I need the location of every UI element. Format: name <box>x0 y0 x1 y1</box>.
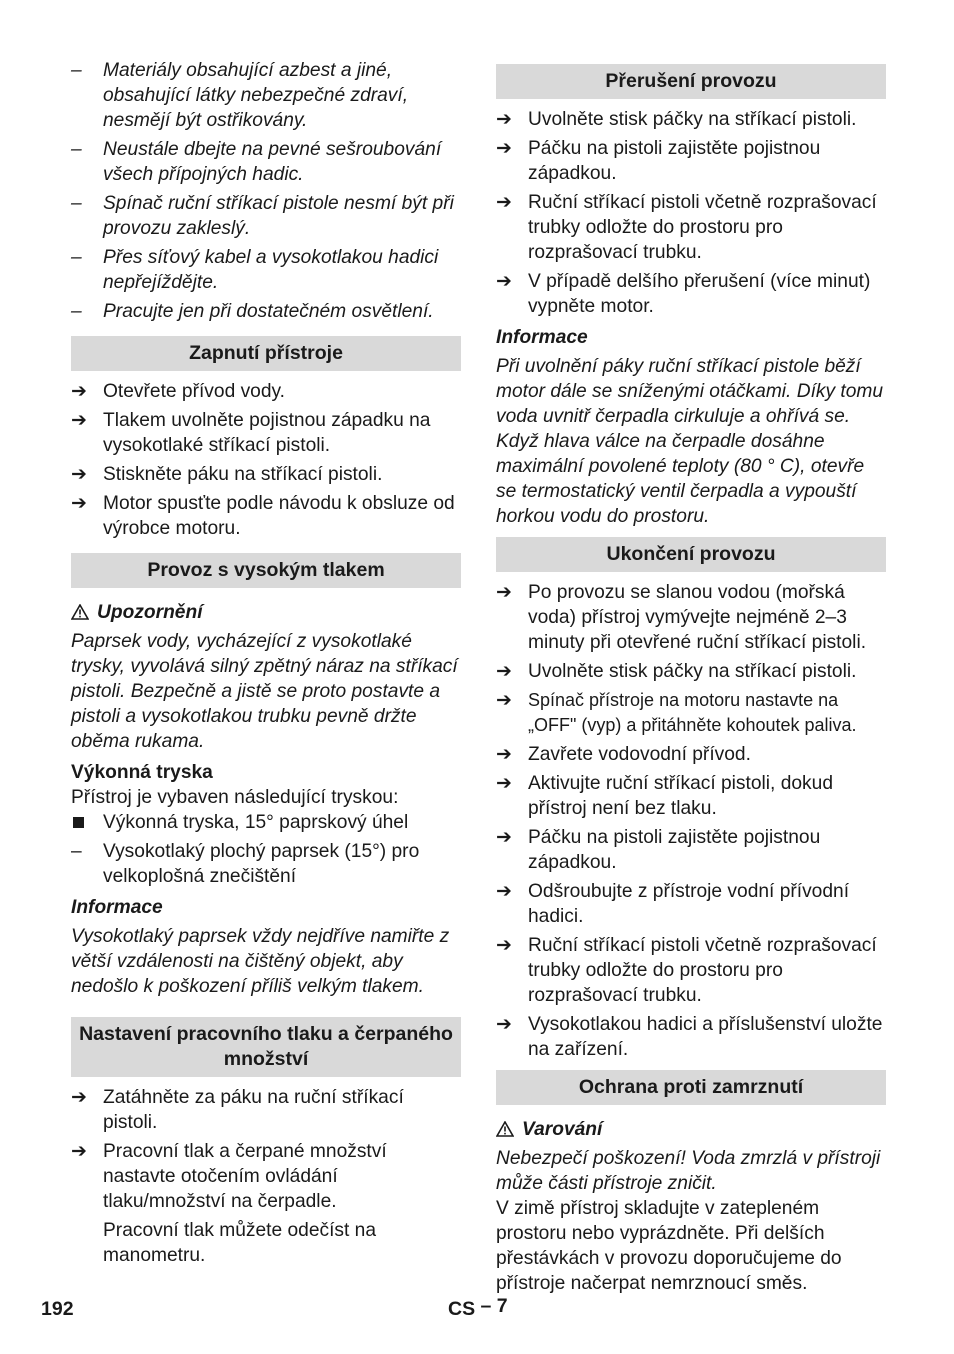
section-heading-zapnuti: Zapnutí přístroje <box>71 336 461 371</box>
steps-list-preruseni <box>496 107 886 319</box>
list-item: ➔ Uvolněte stisk páčky na stříkací pistoli. <box>496 661 857 682</box>
list-item: – Materiály obsahující azbest a jiné, obsahující látky nebezpečné zdraví, nesmějí být ostřikovány. <box>71 60 409 131</box>
list-item: ➔ Zatáhněte za páku na ruční stříkací pistoli. <box>71 1087 404 1133</box>
info-label: Informace <box>71 897 163 918</box>
arrow-icon: ➔ <box>71 381 87 402</box>
section-heading-provoz: Provoz s vysokým tlakem <box>71 553 461 588</box>
intro-list <box>71 58 461 324</box>
list-item: ➔ Spínač přístroje na motoru nastavte na „OFF" (vyp) a přitáhněte kohoutek paliva. <box>496 690 857 735</box>
info-label: Informace <box>496 327 588 348</box>
list-item: ➔ Ruční stříkací pistoli včetně rozprašovací trubky odložte do prostoru pro rozprašovací trubku. <box>496 935 877 1006</box>
arrow-icon: ➔ <box>496 109 512 130</box>
dash-marker: – <box>71 139 82 160</box>
list-item: ➔ Ruční stříkací pistoli včetně rozprašovací trubky odložte do prostoru pro rozprašovací trubku. <box>496 192 877 263</box>
arrow-icon: ➔ <box>71 410 87 431</box>
steps-list-zapnuti <box>71 379 461 541</box>
arrow-icon: ➔ <box>496 690 512 711</box>
steps-list-nastaveni <box>71 1085 461 1268</box>
list-item: ➔ Po provozu se slanou vodou (mořská voda) přístroj vymývejte nejméně 2–3 minuty při otevřené ruční stříkací pistoli. <box>496 582 867 653</box>
list-item: ➔ Stiskněte páku na stříkací pistoli. <box>71 464 383 485</box>
list-item: – Spínač ruční stříkací pistole nesmí být při provozu zakleslý. <box>71 193 454 239</box>
arrow-icon: ➔ <box>496 138 512 159</box>
list-item: ➔ Odšroubujte z přístroje vodní přívodní hadici. <box>496 881 850 927</box>
warning-text: Nebezpečí poškození! Voda zmrzlá v přístroji může části přístroje zničit. <box>496 1148 881 1194</box>
list-item: ➔ Pracovní tlak a čerpané množství nastavte otočením ovládání tlaku/množství na čerpadle. <box>71 1141 387 1212</box>
arrow-icon: ➔ <box>496 192 512 213</box>
warning-triangle-icon <box>71 604 89 620</box>
dash-marker: – <box>71 841 82 862</box>
list-item: Výkonná tryska, 15° paprskový úhel <box>71 810 461 835</box>
footer-section-label <box>448 1297 508 1322</box>
arrow-icon: ➔ <box>71 1141 87 1162</box>
list-item: ➔ Zavřete vodovodní přívod. <box>496 744 751 765</box>
dash-marker: – <box>71 193 82 214</box>
language-code: CS <box>448 1298 476 1320</box>
list-item: ➔ Páčku na pistoli zajistěte pojistnou západkou. <box>496 138 821 184</box>
arrow-icon: ➔ <box>496 271 512 292</box>
arrow-icon: ➔ <box>496 827 512 848</box>
arrow-icon: ➔ <box>496 773 512 794</box>
arrow-icon: ➔ <box>496 881 512 902</box>
list-item: ➔ Otevřete přívod vody. <box>71 381 286 402</box>
dash-marker: – <box>71 247 82 268</box>
arrow-icon: ➔ <box>496 935 512 956</box>
right-column <box>496 58 886 1296</box>
list-item: ➔ Tlakem uvolněte pojistnou západku na vysokotlaké stříkací pistoli. <box>71 410 431 456</box>
list-item-note: Pracovní tlak můžete odečíst na manometru. <box>103 1220 377 1266</box>
subheading-vykonna-tryska: Výkonná tryska <box>71 762 213 783</box>
square-bullet-icon <box>71 810 99 835</box>
arrow-icon: ➔ <box>496 661 512 682</box>
list-item: ➔ V případě delšího přerušení (více minut) vypněte motor. <box>496 271 871 317</box>
body-text: V zimě přístroj skladujte v zatepleném prostoru nebo vyprázdněte. Při delších přestávkách v provozu doporučujeme do přístroje načerpat nemrznoucí směs. <box>496 1198 842 1294</box>
list-item: ➔ Vysokotlakou hadici a příslušenství uložte na zařízení. <box>496 1014 883 1060</box>
section-heading-ukonceni: Ukončení provozu <box>496 537 886 572</box>
warning-label: Upozornění <box>71 600 461 625</box>
dash-marker: – <box>71 301 82 322</box>
list-item: – Neustále dbejte na pevné sešroubování všech přípojných hadic. <box>71 139 442 185</box>
arrow-icon: ➔ <box>71 464 87 485</box>
page-number: 192 <box>41 1298 74 1320</box>
warning-triangle-icon <box>496 1121 514 1137</box>
list-item: ➔ Páčku na pistoli zajistěte pojistnou západkou. <box>496 827 821 873</box>
list-item: – Přes síťový kabel a vysokotlakou hadici nepřejíždějte. <box>71 247 439 293</box>
dash-marker: – <box>71 60 82 81</box>
arrow-icon: ➔ <box>71 493 87 514</box>
list-item: – Vysokotlaký plochý paprsek (15°) pro velkoplošná znečištění <box>71 841 420 887</box>
section-heading-preruseni: Přerušení provozu <box>496 64 886 99</box>
info-text: Vysokotlaký paprsek vždy nejdříve namiřte z větší vzdálenosti na čištěný objekt, aby nedošlo k poškození příliš velkým tlakem. <box>71 926 450 997</box>
section-heading-nastaveni: Nastavení pracovního tlaku a čerpaného množství <box>71 1017 461 1077</box>
warning-text: Paprsek vody, vycházející z vysokotlaké trysky, vyvolává silný zpětný náraz na stříkací pistoli. Bezpečně a jistě se proto postavte a pistoli a vysokotlakou trubku pevně držte oběma rukama. <box>71 631 458 752</box>
arrow-icon: ➔ <box>496 1014 512 1035</box>
left-column <box>71 58 461 1268</box>
section-page-number: – 7 <box>480 1295 508 1317</box>
arrow-icon: ➔ <box>71 1087 87 1108</box>
list-item: ➔ Aktivujte ruční stříkací pistoli, dokud přístroj není bez tlaku. <box>496 773 833 819</box>
list-item: ➔ Motor spusťte podle návodu k obsluze od výrobce motoru. <box>71 493 455 539</box>
list-item: – Pracujte jen při dostatečném osvětlení. <box>71 301 434 322</box>
arrow-icon: ➔ <box>496 744 512 765</box>
list-item: ➔ Uvolněte stisk páčky na stříkací pistoli. <box>496 109 857 130</box>
info-text: Při uvolnění páky ruční stříkací pistole běží motor dále se sníženými otáčkami. Díky tomu voda uvnitř čerpadla cirkuluje a ohřívá se. Když hlava válce na čerpadle dosáhne maximální povolené teploty (80 ° C), otevře se termostatický ventil čerpadla a vypouští horkou vodu do prostoru. <box>496 356 884 527</box>
section-heading-ochrana: Ochrana proti zamrznutí <box>496 1070 886 1105</box>
nozzle-intro-text: Přístroj je vybaven následující tryskou: <box>71 787 399 808</box>
warning-label: Varování <box>496 1117 886 1142</box>
steps-list-ukonceni <box>496 580 886 1062</box>
arrow-icon: ➔ <box>496 582 512 603</box>
